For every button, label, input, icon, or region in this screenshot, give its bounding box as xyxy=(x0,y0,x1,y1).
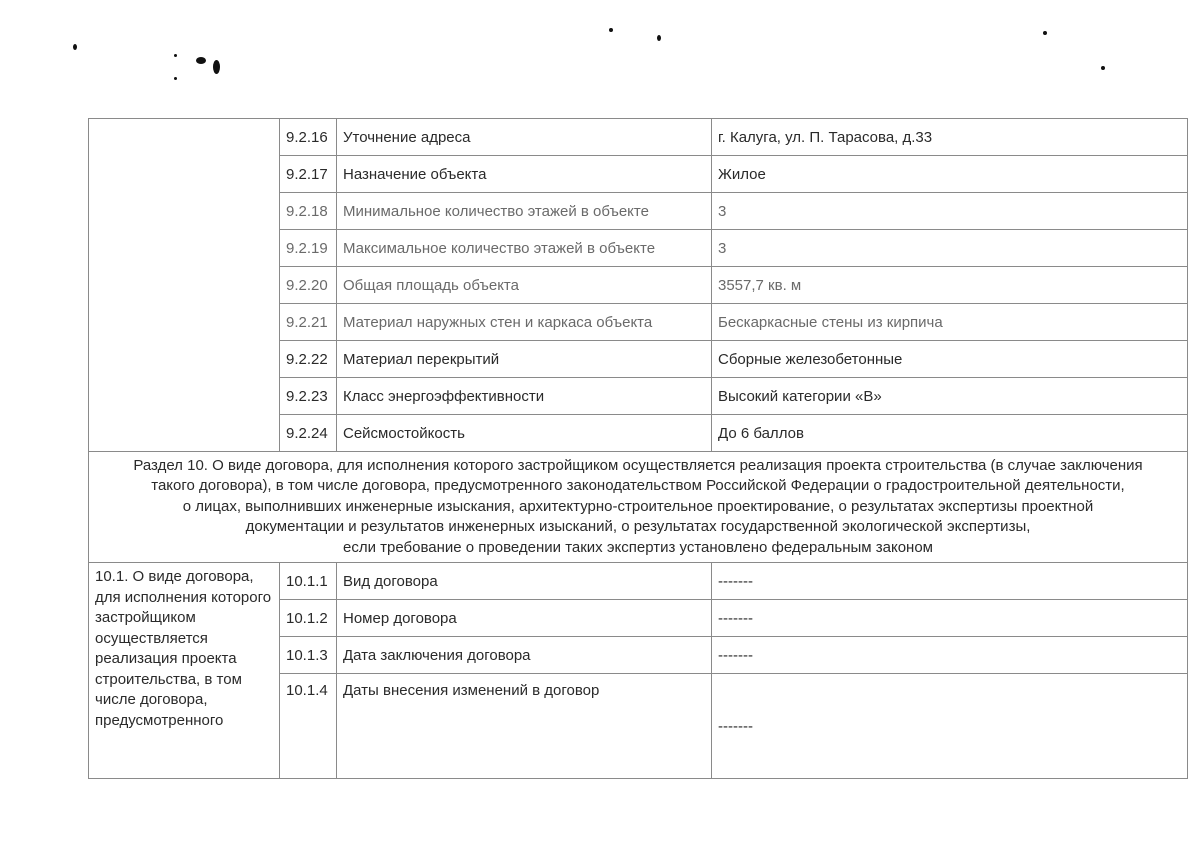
item-number: 9.2.24 xyxy=(280,415,337,452)
section-10-header xyxy=(89,452,1188,563)
item-label: Класс энергоэффективности xyxy=(337,378,712,415)
section-header-line: Раздел 10. О виде договора, для исполнения которого застройщиком осуществляется реализация проекта строительства (в случае заключения xyxy=(133,456,1143,474)
item-value: ------- xyxy=(712,600,1188,637)
section-header-line: такого договора), в том числе договора, предусмотренного законодательством Российской Федерации о градостроительной деятельности, xyxy=(151,477,1125,495)
scan-speck xyxy=(213,60,220,74)
item-value: ------- xyxy=(712,674,1188,779)
scan-speck xyxy=(657,35,661,41)
item-label: Материал перекрытий xyxy=(337,341,712,378)
item-value: Сборные железобетонные xyxy=(712,341,1188,378)
item-number: 9.2.16 xyxy=(280,119,337,156)
item-label: Даты внесения изменений в договор xyxy=(337,674,712,779)
section-header-line: о лицах, выполнивших инженерные изыскания, архитектурно-строительное проектирование, о результатах экспертизы проектной xyxy=(182,497,1094,515)
item-label: Уточнение адреса xyxy=(337,119,712,156)
item-value: До 6 баллов xyxy=(712,415,1188,452)
scan-speck xyxy=(196,57,206,64)
item-value: Высокий категории «В» xyxy=(712,378,1188,415)
scan-speck xyxy=(73,44,77,50)
item-label: Материал наружных стен и каркаса объекта xyxy=(337,304,712,341)
item-label: Сейсмостойкость xyxy=(337,415,712,452)
item-value: Бескаркасные стены из кирпича xyxy=(712,304,1188,341)
scan-speck xyxy=(174,77,177,80)
item-number: 9.2.21 xyxy=(280,304,337,341)
section-10-header-row xyxy=(89,452,1188,563)
item-value: ------- xyxy=(712,563,1188,600)
item-value: 3557,7 кв. м xyxy=(712,267,1188,304)
table-row xyxy=(89,563,1188,600)
item-value: 3 xyxy=(712,193,1188,230)
item-number: 10.1.3 xyxy=(280,637,337,674)
item-number: 9.2.19 xyxy=(280,230,337,267)
item-value: Жилое xyxy=(712,156,1188,193)
item-number: 9.2.22 xyxy=(280,341,337,378)
section-header-line: документации и результатов инженерных изысканий, о результатах государственной экологической экспертизы, xyxy=(245,518,1031,536)
table-row xyxy=(89,119,1188,156)
scan-speck xyxy=(174,54,177,57)
item-label: Общая площадь объекта xyxy=(337,267,712,304)
item-label: Номер договора xyxy=(337,600,712,637)
item-value: ------- xyxy=(712,637,1188,674)
item-value: г. Калуга, ул. П. Тарасова, д.33 xyxy=(712,119,1188,156)
item-label: Максимальное количество этажей в объекте xyxy=(337,230,712,267)
item-number: 10.1.1 xyxy=(280,563,337,600)
item-number: 9.2.18 xyxy=(280,193,337,230)
item-label: Дата заключения договора xyxy=(337,637,712,674)
scan-speck xyxy=(1101,66,1105,70)
item-label: Вид договора xyxy=(337,563,712,600)
scan-speck xyxy=(609,28,613,32)
item-number: 10.1.4 xyxy=(280,674,337,779)
item-label: Назначение объекта xyxy=(337,156,712,193)
item-number: 9.2.23 xyxy=(280,378,337,415)
blank-left-cell xyxy=(89,119,280,452)
section-header-line: если требование о проведении таких экспертиз установлено федеральным законом xyxy=(342,538,933,556)
item-label: Минимальное количество этажей в объекте xyxy=(337,193,712,230)
item-value: 3 xyxy=(712,230,1188,267)
item-number: 9.2.17 xyxy=(280,156,337,193)
scan-speck xyxy=(1043,31,1047,35)
document-table xyxy=(88,118,1188,779)
item-number: 10.1.2 xyxy=(280,600,337,637)
item-number: 9.2.20 xyxy=(280,267,337,304)
subsection-10-1-label: 10.1. О виде договора, для исполнения которого застройщиком осуществляется реализация проекта строительства, в том числе договора, предусмотренного xyxy=(89,563,280,779)
